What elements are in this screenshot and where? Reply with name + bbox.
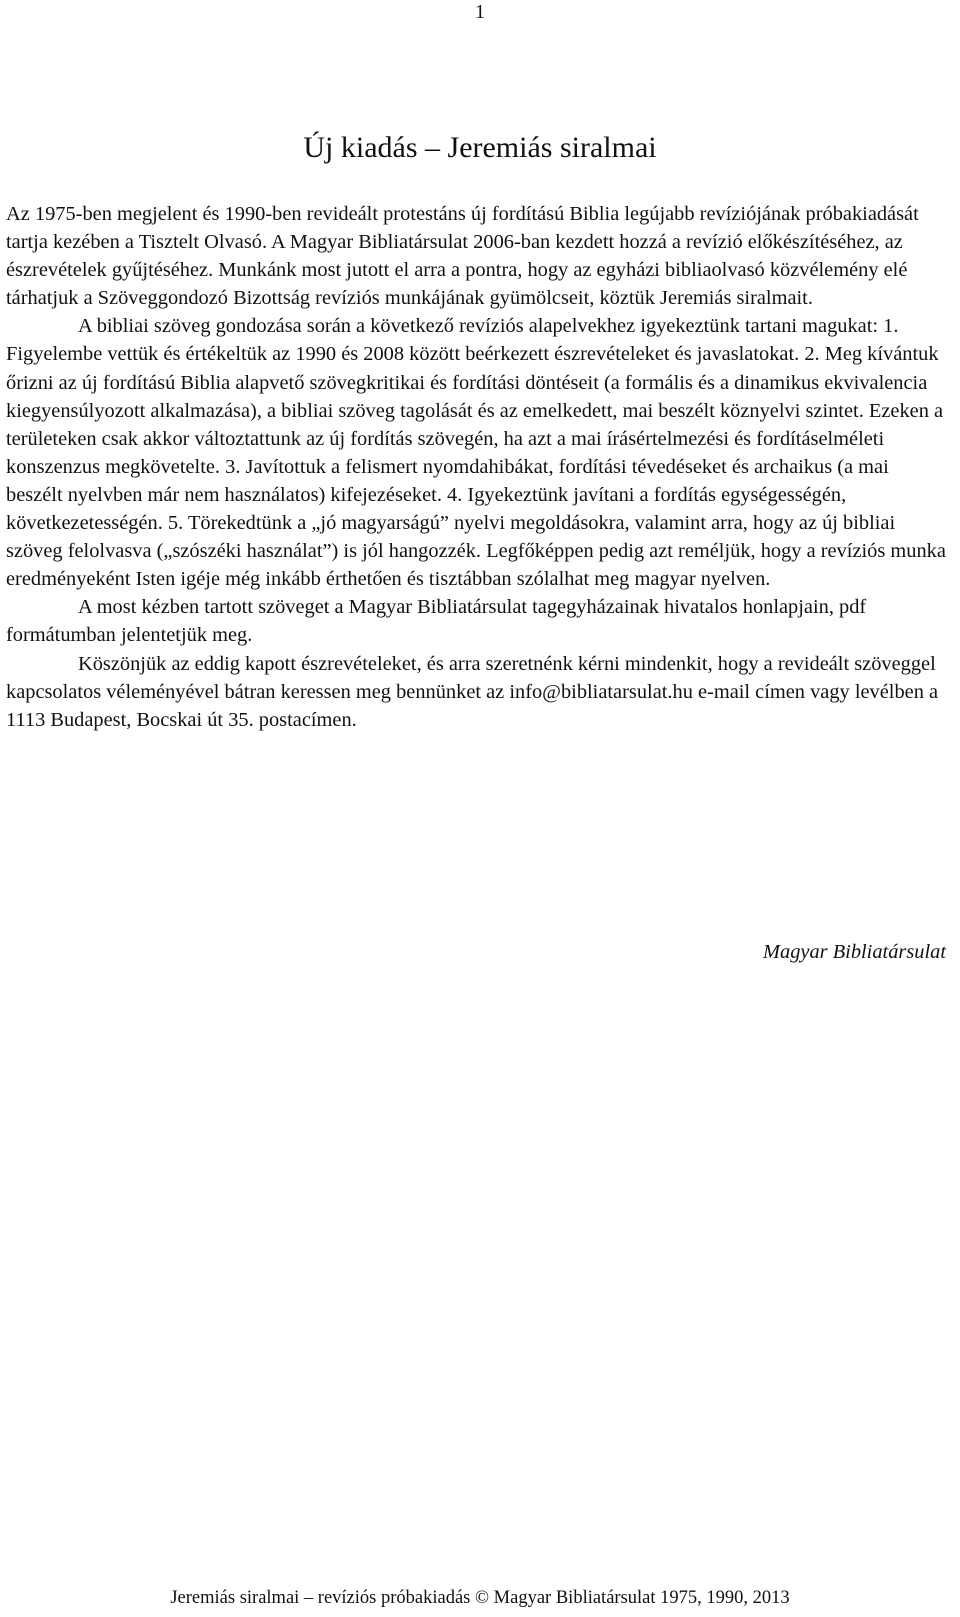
page-number: 1 bbox=[475, 1, 485, 23]
document-title: Új kiadás – Jeremiás siralmai bbox=[303, 131, 657, 164]
signature: Magyar Bibliatársulat bbox=[763, 941, 946, 963]
document-body bbox=[6, 200, 946, 734]
paragraph-principles: A bibliai szöveg gondozása során a következő revíziós alapelvekhez igyekeztünk tartani magukat: 1. Figyelembe vettük és értékeltük az 1990 és 2008 között beérkezett észrevételeket és javaslatokat. 2. Meg kívántuk őrizni az új fordítású Biblia alapvető szövegkritikai és fordítási döntéseit (a formális és a dinamikus ekvivalencia kiegyensúlyozott alkalmazása), a bibliai szöveg tagolását és az emelkedett, mai beszélt köznyelvi szintet. Ezeken a területeken csak akkor változtattunk az új fordítás szövegén, ha azt a mai írásértelmezési és fordításelméleti konszenzus megkövetelte. 3. Javítottuk a felismert nyomdahibákat, fordítási tévedéseket és archaikus (a mai beszélt nyelvben már nem használatos) kifejezéseket. 4. Igyekeztünk javítani a fordítás egységességén, következetességén. 5. Törekedtünk a „jó magyarságú” nyelvi megoldásokra, valamint arra, hogy az új bibliai szöveg felolvasva („szószéki használat”) is jól hangozzék. Legfőképpen pedig azt reméljük, hogy a revíziós munka eredményeként Isten igéje még inkább érthetően és tisztábban szólalhat meg magyar nyelven. bbox=[6, 315, 946, 591]
paragraph-contact: Köszönjük az eddig kapott észrevételeket, és arra szeretnénk kérni mindenkit, hogy a revideált szöveggel kapcsolatos véleményével bátran keressen meg bennünket az info@bibliatarsulat.hu e-mail címen vagy levélben a 1113 Budapest, Bocskai út 35. postacímen. bbox=[6, 652, 939, 731]
page-footer: Jeremiás siralmai – revíziós próbakiadás © Magyar Bibliatársulat 1975, 1990, 2013 bbox=[170, 1588, 790, 1608]
paragraph-intro: Az 1975-ben megjelent és 1990-ben revideált protestáns új fordítású Biblia legújabb revíziójának próbakiadását tartja kezében a Tisztelt Olvasó. A Magyar Bibliatársulat 2006-ban kezdett hozzá a revízió előkészítéséhez, az észrevételek gyűjtéséhez. Munkánk most jutott el arra a pontra, hogy az egyházi bibliaolvasó közvélemény elé tárhatjuk a Szöveggondozó Bizottság revíziós munkájának gyümölcseit, köztük Jeremiás siralmait. bbox=[6, 203, 919, 310]
paragraph-publication: A most kézben tartott szöveget a Magyar Bibliatársulat tagegyházainak hivatalos honlapjain, pdf formátumban jelentetjük meg. bbox=[6, 596, 867, 647]
